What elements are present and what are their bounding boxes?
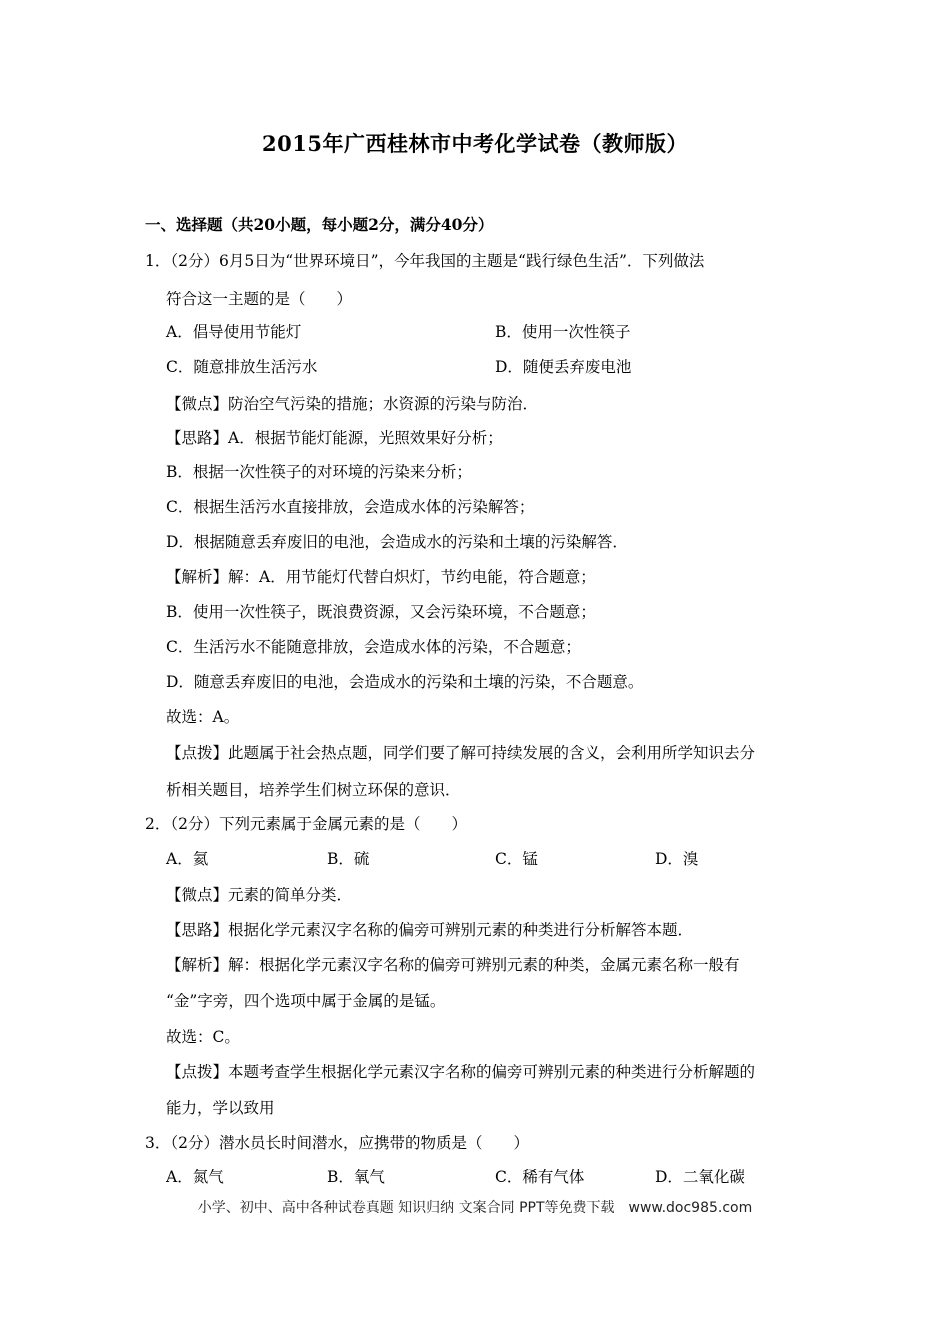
q2-analysis-line2: “金”字旁，四个选项中属于金属的是锰。 [166,992,446,1010]
q3-option-b: B．氧气 [327,1168,385,1186]
q3-option-a: A．氮气 [166,1168,224,1186]
q1-idea-line2: B．根据一次性筷子的对环境的污染来分析； [166,463,472,481]
q2-tip-line1: 【点拨】本题考查学生根据化学元素汉字名称的偏旁可辨别元素的种类进行分析解题的 [166,1063,756,1081]
section-heading: 一、选择题（共20小题，每小题2分，满分40分） [145,215,494,234]
q1-analysis-line4: D．随意丢弃废旧的电池，会造成水的污染和土壤的污染，不合题意。 [166,673,644,691]
q1-idea-line4: D．根据随意丢弃废旧的电池，会造成水的污染和土壤的污染解答． [166,533,628,551]
q1-option-c: C．随意排放生活污水 [166,358,318,376]
q2-point: 【微点】元素的简单分类． [166,886,353,904]
q1-answer: 故选：A。 [166,708,240,726]
q2-option-d: D．溴 [655,850,699,868]
q1-analysis-line1: 【解析】解：A．用节能灯代替白炽灯，节约电能，符合题意； [166,568,596,586]
q1-idea-line1: 【思路】A．根据节能灯能源，光照效果好分析； [166,429,503,447]
q1-option-d: D．随便丢弃废电池 [495,358,632,376]
q2-analysis-line1: 【解析】解：根据化学元素汉字名称的偏旁可辨别元素的种类，金属元素名称一般有 [166,956,740,974]
q1-option-b: B．使用一次性筷子 [495,323,631,341]
q3-option-c: C．稀有气体 [495,1168,585,1186]
q2-option-a: A．氦 [166,850,209,868]
q1-point: 【微点】防治空气污染的措施；水资源的污染与防治． [166,395,539,413]
q2-answer: 故选：C。 [166,1028,240,1046]
q2-option-b: B．硫 [327,850,370,868]
q1-tip-line2: 析相关题目，培养学生们树立环保的意识． [166,781,461,799]
q1-option-a: A．倡导使用节能灯 [166,323,302,341]
q1-stem-line1: 1．（2分）6月5日为“世界环境日”，今年我国的主题是“践行绿色生活”．下列做法 [145,252,705,270]
q3-option-d: D．二氧化碳 [655,1168,745,1186]
q2-tip-line2: 能力，学以致用 [166,1099,275,1117]
q1-stem-line2: 符合这一主题的是（ ） [166,290,353,308]
q1-analysis-line2: B．使用一次性筷子，既浪费资源，又会污染环境，不合题意； [166,603,596,621]
footer-watermark: 小学、初中、高中各种试卷真题 知识归纳 文案合同 PPT等免费下载 www.doc985.com [197,1200,753,1216]
document-title: 2015年广西桂林市中考化学试卷（教师版） [262,131,688,156]
q2-idea: 【思路】根据化学元素汉字名称的偏旁可辨别元素的种类进行分析解答本题． [166,921,694,939]
q3-stem: 3．（2分）潜水员长时间潜水，应携带的物质是（ ） [145,1134,529,1152]
q1-idea-line3: C．根据生活污水直接排放，会造成水体的污染解答； [166,498,535,516]
q1-tip-line1: 【点拨】此题属于社会热点题，同学们要了解可持续发展的含义，会利用所学知识去分 [166,744,756,762]
q2-option-c: C．锰 [495,850,538,868]
q2-stem: 2．（2分）下列元素属于金属元素的是（ ） [145,815,467,833]
q1-analysis-line3: C．生活污水不能随意排放，会造成水体的污染，不合题意； [166,638,581,656]
